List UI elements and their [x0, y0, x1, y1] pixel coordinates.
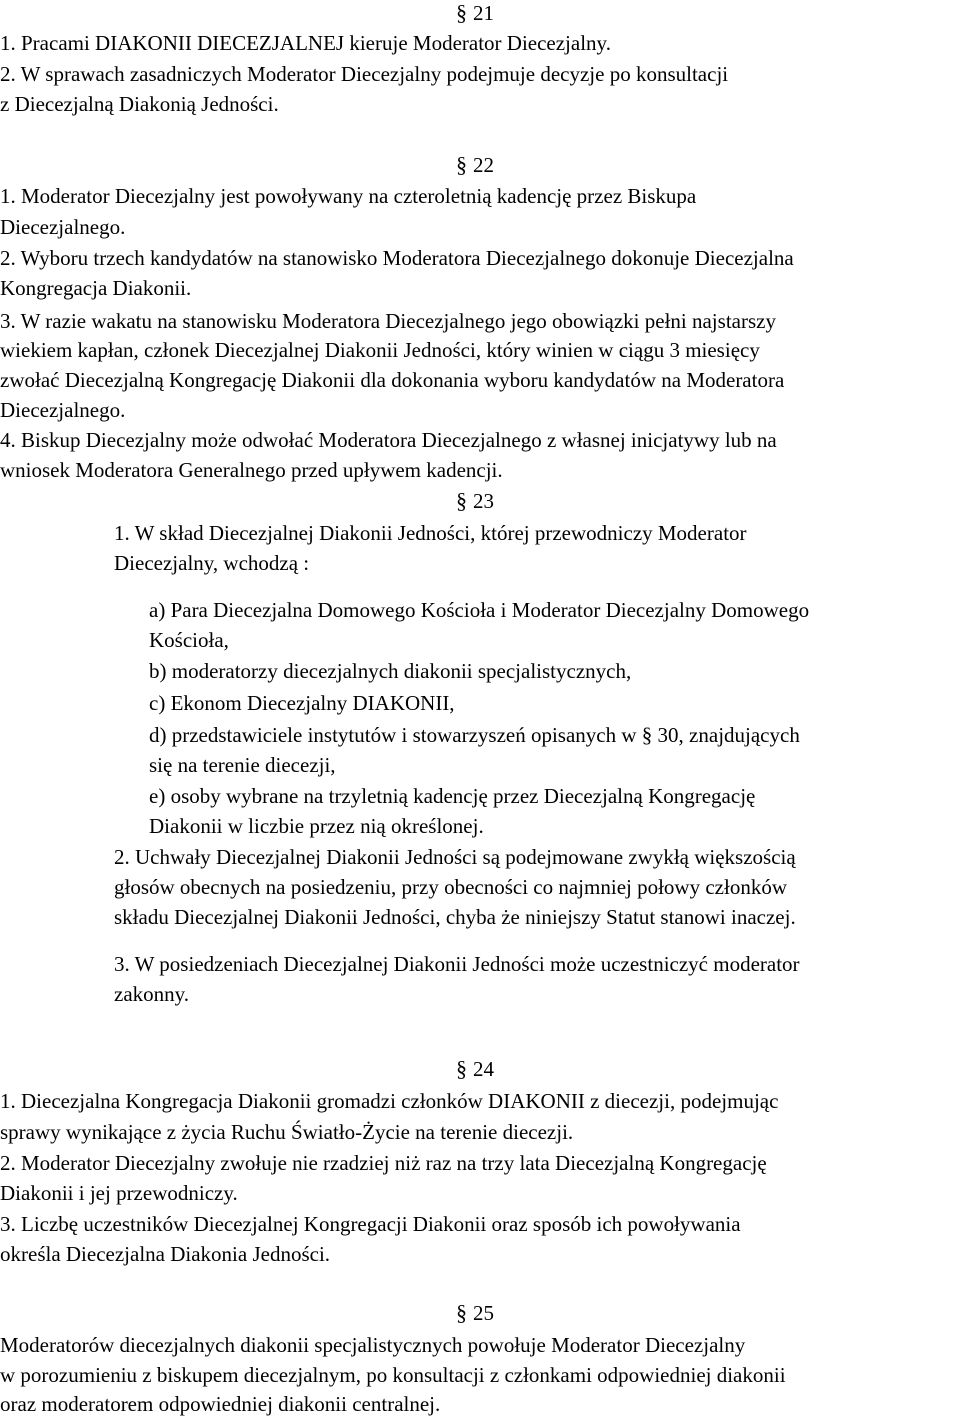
text-line: wniosek Moderatora Generalnego przed upływem kadencji. — [0, 458, 503, 482]
text-line: Diecezjalnego. — [0, 398, 126, 422]
text-line: sprawy wynikające z życia Ruchu Światło-Życie na terenie diecezji. — [0, 1120, 574, 1144]
text-line: 1. Diecezjalna Kongregacja Diakonii gromadzi członków DIAKONII z diecezji, podejmując — [0, 1089, 779, 1113]
section-heading-24 — [456, 1054, 494, 1085]
list-item: się na terenie diecezji, — [149, 753, 336, 777]
text-line: Moderatorów diecezjalnych diakonii specjalistycznych powołuje Moderator Diecezjalny — [0, 1333, 746, 1357]
section-heading-25 — [456, 1298, 494, 1329]
list-item: b) moderatorzy diecezjalnych diakonii specjalistycznych, — [149, 659, 632, 683]
list-item: Diakonii w liczbie przez nią określonej. — [149, 814, 484, 838]
section-number: 25 — [473, 1301, 494, 1325]
text-line: 2. W sprawach zasadniczych Moderator Diecezjalny podejmuje decyzje po konsultacji — [0, 62, 729, 86]
text-line: w porozumieniu z biskupem diecezjalnym, po konsultacji z członkami odpowiedniej diakonii — [0, 1363, 786, 1387]
list-item: c) Ekonom Diecezjalny DIAKONII, — [149, 691, 455, 715]
text-line: zwołać Diecezjalną Kongregację Diakonii dla dokonania wyboru kandydatów na Moderatora — [0, 368, 785, 392]
section-number: 21 — [473, 1, 494, 25]
text-line: 1. W skład Diecezjalnej Diakonii Jedności, której przewodniczy Moderator — [114, 521, 747, 545]
section-number: 24 — [473, 1057, 494, 1081]
text-line: 3. W razie wakatu na stanowisku Moderatora Diecezjalnego jego obowiązki pełni najstarszy — [0, 309, 776, 333]
section-sign-icon: § — [641, 723, 653, 747]
text-line: Diecezjalny, wchodzą : — [114, 551, 310, 575]
section-heading-22 — [456, 150, 494, 181]
list-item-text: 30, znajdujących — [657, 723, 800, 747]
text-line: Kongregacja Diakonii. — [0, 276, 192, 300]
list-item: a) Para Diecezjalna Domowego Kościoła i Moderator Diecezjalny Domowego — [149, 598, 810, 622]
text-line: 3. Liczbę uczestników Diecezjalnej Kongregacji Diakonii oraz sposób ich powoływania — [0, 1212, 741, 1236]
text-line: 1. Pracami DIAKONII DIECEZJALNEJ kieruje Moderator Diecezjalny. — [0, 31, 611, 55]
text-line: 2. Wyboru trzech kandydatów na stanowisko Moderatora Diecezjalnego dokonuje Diecezjalna — [0, 246, 794, 270]
list-item — [149, 720, 800, 751]
text-line: 4. Biskup Diecezjalny może odwołać Moderatora Diecezjalnego z własnej inicjatywy lub na — [0, 428, 777, 452]
text-line: 2. Moderator Diecezjalny zwołuje nie rzadziej niż raz na trzy lata Diecezjalną Kongregację — [0, 1151, 767, 1175]
section-sign-icon: § — [456, 1300, 467, 1325]
text-line: wiekiem kapłan, członek Diecezjalnej Diakonii Jedności, który winien w ciągu 3 miesięcy — [0, 338, 760, 362]
section-sign-icon: § — [456, 0, 467, 25]
text-line: zakonny. — [114, 982, 190, 1006]
text-line: głosów obecnych na posiedzeniu, przy obecności co najmniej połowy członków — [114, 875, 787, 899]
text-line: składu Diecezjalnej Diakonii Jedności, chyba że niniejszy Statut stanowi inaczej. — [114, 905, 796, 929]
list-item: e) osoby wybrane na trzyletnią kadencję przez Diecezjalną Kongregację — [149, 784, 756, 808]
text-line: 1. Moderator Diecezjalny jest powoływany na czteroletnią kadencję przez Biskupa — [0, 184, 697, 208]
text-line: Diecezjalnego. — [0, 215, 126, 239]
text-line: określa Diecezjalna Diakonia Jedności. — [0, 1242, 331, 1266]
section-heading-21 — [456, 0, 494, 29]
text-line: z Diecezjalną Diakonią Jedności. — [0, 92, 279, 116]
text-line: 2. Uchwały Diecezjalnej Diakonii Jedności są podejmowane zwykłą większością — [114, 845, 796, 869]
section-sign-icon: § — [456, 152, 467, 177]
section-number: 22 — [473, 153, 494, 177]
section-sign-icon: § — [456, 1056, 467, 1081]
text-line: oraz moderatorem odpowiedniej diakonii centralnej. — [0, 1392, 441, 1416]
section-sign-icon: § — [456, 488, 467, 513]
text-line: Diakonii i jej przewodniczy. — [0, 1181, 238, 1205]
list-item-text: d) przedstawiciele instytutów i stowarzyszeń opisanych w — [149, 723, 637, 747]
list-item: Kościoła, — [149, 628, 229, 652]
section-number: 23 — [473, 489, 494, 513]
text-line: 3. W posiedzeniach Diecezjalnej Diakonii Jedności może uczestniczyć moderator — [114, 952, 800, 976]
section-heading-23 — [456, 486, 494, 517]
